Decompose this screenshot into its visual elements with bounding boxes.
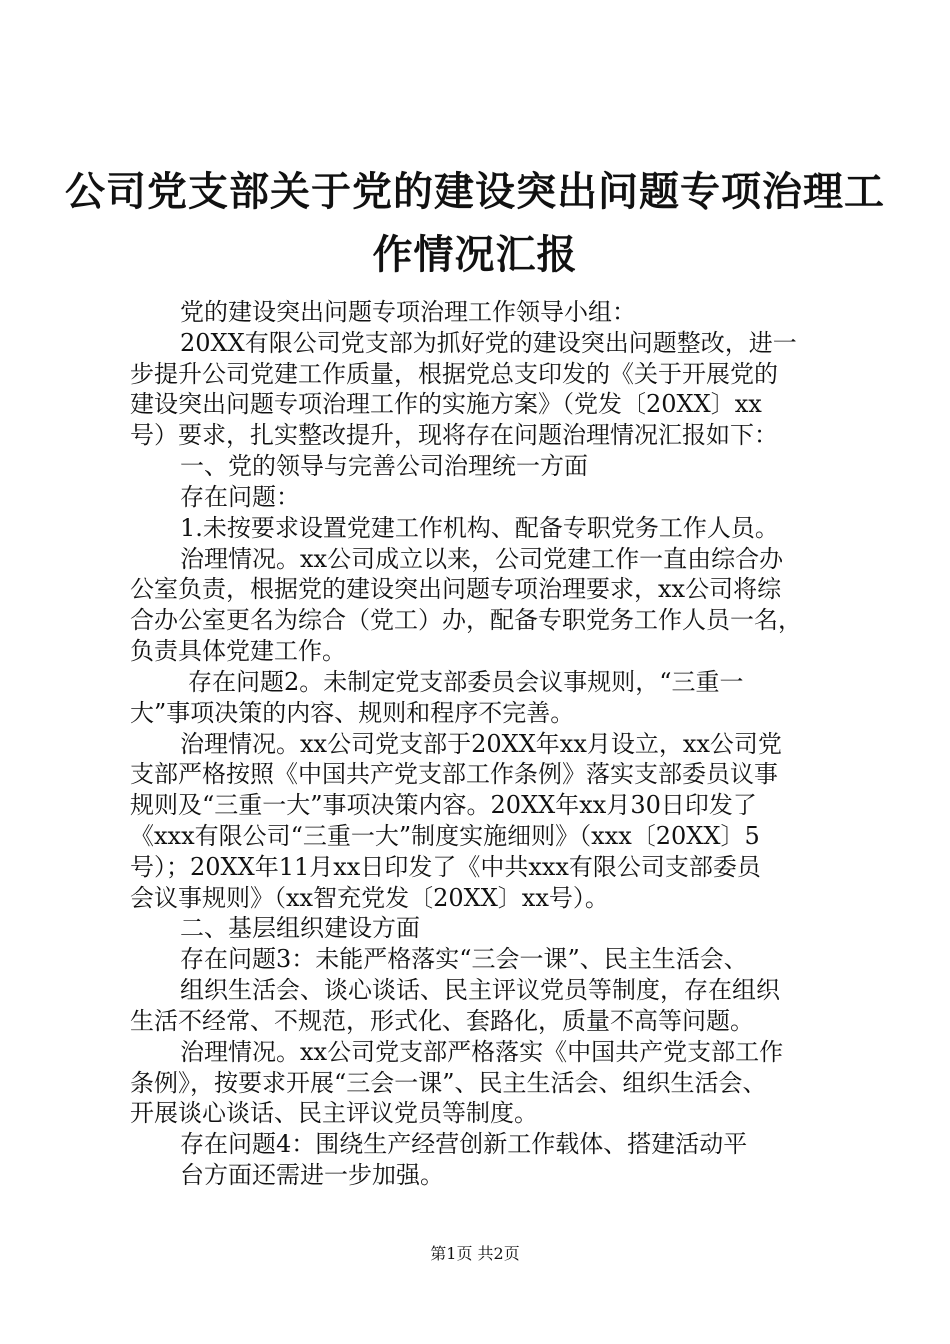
document-title-line-2: 作情况汇报	[372, 232, 578, 278]
text-line: 存在问题3：未能严格落实“三会一课”、民主生活会、	[180, 945, 748, 973]
document-title-line-1: 公司党支部关于党的建设突出问题专项治理工	[65, 169, 885, 215]
text-line: 步提升公司党建工作质量，根据党总支印发的《关于开展党的	[130, 360, 778, 388]
text-line: 公室负责，根据党的建设突出问题专项治理要求，xx公司将综	[130, 575, 782, 603]
text-line: 组织生活会、谈心谈话、民主评议党员等制度，存在组织	[180, 976, 780, 1004]
text-line: 治理情况。xx公司党支部于20XX年xx月设立，xx公司党	[180, 730, 782, 758]
text-line: 开展谈心谈话、民主评议党员等制度。	[130, 1099, 538, 1127]
text-line: 生活不经常、不规范，形式化、套路化，质量不高等问题。	[130, 1007, 754, 1035]
text-line: 号）；20XX年11月xx日印发了《中共xxx有限公司支部委员	[130, 853, 761, 881]
text-line: 建设突出问题专项治理工作的实施方案》（党发〔20XX〕xx	[130, 390, 762, 418]
section-heading: 二、基层组织建设方面	[180, 914, 420, 942]
text-line: 号）要求，扎实整改提升，现将存在问题治理情况汇报如下：	[130, 421, 778, 449]
text-line: 会议事规则》（xx智充党发〔20XX〕xx号）。	[130, 884, 609, 912]
text-line: 负责具体党建工作。	[130, 637, 346, 665]
text-line: 20XX有限公司党支部为抓好党的建设突出问题整改，进一	[180, 329, 797, 357]
text-line: 条例》，按要求开展“三会一课”、民主生活会、组织生活会、	[130, 1069, 767, 1097]
text-line: 支部严格按照《中国共产党支部工作条例》落实支部委员议事	[130, 760, 778, 788]
text-line: 治理情况。xx公司党支部严格落实《中国共产党支部工作	[180, 1038, 784, 1066]
text-line: 1.未按要求设置党建工作机构、配备专职党务工作人员。	[180, 514, 779, 542]
text-line: 治理情况。xx公司成立以来，公司党建工作一直由综合办	[180, 545, 784, 573]
text-line: 台方面还需进一步加强。	[180, 1161, 444, 1189]
text-line: 党的建设突出问题专项治理工作领导小组：	[180, 298, 636, 326]
text-line: 规则及“三重一大”事项决策内容。20XX年xx月30日印发了	[130, 791, 757, 819]
text-line: 存在问题：	[180, 483, 300, 511]
text-line: 存在问题4：围绕生产经营创新工作载体、搭建活动平	[180, 1130, 748, 1158]
text-line: 合办公室更名为综合（党工）办，配备专职党务工作人员一名，	[130, 606, 802, 634]
text-line: 存在问题2。未制定党支部委员会议事规则，“三重一	[188, 668, 744, 696]
section-heading: 一、党的领导与完善公司治理统一方面	[180, 452, 588, 480]
text-line: 《xxx有限公司“三重一大”制度实施细则》（xxx〔20XX〕5	[130, 822, 760, 850]
page-footer: 第1页 共2页	[430, 1244, 520, 1263]
text-line: 大”事项决策的内容、规则和程序不完善。	[130, 699, 575, 727]
